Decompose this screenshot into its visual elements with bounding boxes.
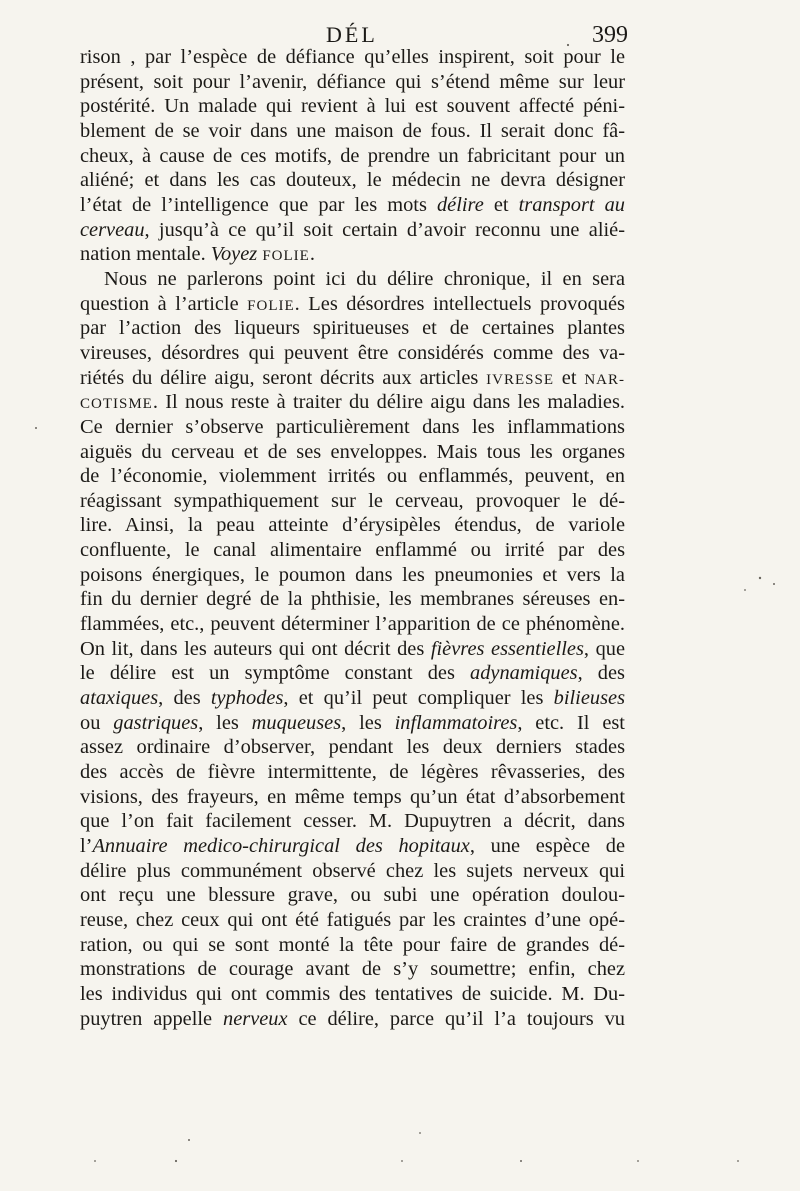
italic-term: adynamiques: [470, 662, 578, 685]
text-run: , une espèce de: [469, 835, 625, 857]
text-run: riétés du délire aigu, seront décrits aux articles: [80, 366, 487, 389]
text-run: et: [483, 193, 519, 216]
cross-reference: NAR-: [584, 371, 625, 388]
text-run: blement de se voir dans une maison de fous. Il serait donc fâ-: [80, 119, 625, 142]
italic-term: gastriques: [113, 711, 199, 734]
text-run: l’état de l’intelligence que par les mots: [80, 193, 437, 216]
italic-term: délire: [436, 193, 484, 216]
text-run: assez ordinaire d’observer, pendant les deux derniers stades: [80, 736, 625, 759]
text-run: fin du dernier degré de la phthisie, les membranes séreuses en-: [80, 588, 625, 611]
cross-reference: FOLIE: [247, 297, 295, 314]
italic-term: fièvres essentielles: [430, 637, 584, 660]
text-run: Nous ne parlerons point ici du délire chronique, il en sera: [104, 267, 625, 290]
cross-reference: FOLIE: [262, 248, 310, 265]
page-number: 399: [592, 22, 628, 48]
text-run: ration, ou qui se sont monté la tête pour faire de grandes dé-: [80, 933, 625, 956]
cross-reference: COTISME: [80, 396, 153, 413]
running-head-title: DÉL: [326, 22, 378, 47]
text-run: postérité. Un malade qui revient à lui est souvent affecté péni-: [80, 95, 625, 118]
italic-term: inflammatoires: [394, 711, 518, 734]
text-run: l’: [80, 835, 93, 857]
text-run: délire plus communément observé chez les sujets nerveux qui: [80, 859, 625, 882]
text-run: On lit, dans les auteurs qui ont décrit des: [80, 637, 431, 660]
text-run: ou: [80, 711, 114, 734]
text-run: par l’action des liqueurs spiritueuses et de certaines plantes: [80, 317, 625, 340]
italic-term: muqueuses: [251, 711, 342, 734]
text-run: vireuses, désordres qui peuvent être considérés comme des va-: [80, 341, 625, 364]
text-run: .: [309, 243, 315, 266]
italic-term: typhodes: [210, 687, 284, 710]
text-run: des accès de fièvre intermittente, de légères rêvasseries, des: [80, 761, 625, 784]
text-run: flammées, etc., peuvent déterminer l’apparition de ce phénomène.: [80, 613, 625, 636]
text-run: nation mentale.: [80, 243, 211, 266]
italic-term: Voyez: [210, 243, 258, 266]
italic-term: transport au: [518, 193, 625, 216]
text-run: , etc. Il est: [517, 711, 625, 734]
text-run: , les: [341, 711, 395, 734]
italic-term: bilieuses: [553, 687, 626, 710]
text-run: , des: [577, 662, 625, 685]
text-run: monstrations de courage avant de s’y soumettre; enfin, chez: [80, 958, 625, 981]
text-run: visions, des frayeurs, en même temps qu’un état d’absorbement: [80, 785, 625, 808]
text-run: , et qu’il peut compliquer les: [283, 687, 554, 710]
italic-term: nerveux: [223, 1007, 288, 1030]
text-run: confluente, le canal alimentaire enflammé ou irrité par des: [80, 539, 625, 562]
text-run: question à l’article: [80, 292, 248, 315]
text-run: , jusqu’à ce qu’il soit certain d’avoir reconnu une alié-: [144, 218, 625, 241]
text-run: le délire est un symptôme constant des: [80, 662, 470, 685]
text-run: Ce dernier s’observe particulièrement dans les inflammations: [80, 415, 625, 438]
text-run: réagissant sympathiquement sur le cerveau, provoquer le dé-: [80, 489, 625, 512]
text-run: et: [553, 366, 585, 389]
text-run: , les: [198, 711, 252, 734]
text-run: aiguës du cerveau et de ses enveloppes. Mais tous les organes: [80, 440, 625, 463]
text-run: ce délire, parce qu’il l’a toujours vu: [287, 1007, 625, 1030]
text-run: de l’économie, violemment irrités ou enflammés, peuvent, en: [80, 465, 625, 488]
text-run: reuse, chez ceux qui ont été fatigués par les craintes d’une opé-: [80, 908, 625, 931]
text-run: . Il nous reste à traiter du délire aigu dans les maladies.: [152, 391, 625, 414]
text-run: puytren appelle: [80, 1007, 224, 1030]
text-run: . Les désordres intellectuels provoqués: [294, 292, 625, 315]
text-run: présent, soit pour l’avenir, défiance qui s’étend même sur leur: [80, 70, 625, 93]
text-run: les individus qui ont commis des tentatives de suicide. M. Du-: [80, 982, 625, 1005]
text-run: , des: [158, 687, 211, 710]
text-run: aliéné; et dans les cas douteux, le médecin ne devra désigner: [80, 169, 625, 192]
italic-term: Annuaire medico-chirurgical des hopitaux: [92, 835, 470, 857]
italic-term: cerveau: [80, 218, 145, 241]
text-run: poisons énergiques, le poumon dans les pneumonies et vers la: [80, 563, 625, 586]
text-run: que l’on fait facilement cesser. M. Dupuytren a décrit, dans: [80, 810, 625, 833]
text-run: ont reçu une blessure grave, ou subi une opération doulou-: [80, 884, 625, 907]
cross-reference: IVRESSE: [486, 371, 554, 388]
text-run: cheux, à cause de ces motifs, de prendre un fabricitant pour un: [80, 144, 625, 167]
text-run: , que: [583, 637, 626, 660]
italic-term: ataxiques: [80, 687, 159, 710]
text-run: rison , par l’espèce de défiance qu’elles inspirent, soit pour le: [80, 46, 625, 68]
text-run: lire. Ainsi, la peau atteinte d’érysipèles étendus, de variole: [80, 514, 625, 537]
